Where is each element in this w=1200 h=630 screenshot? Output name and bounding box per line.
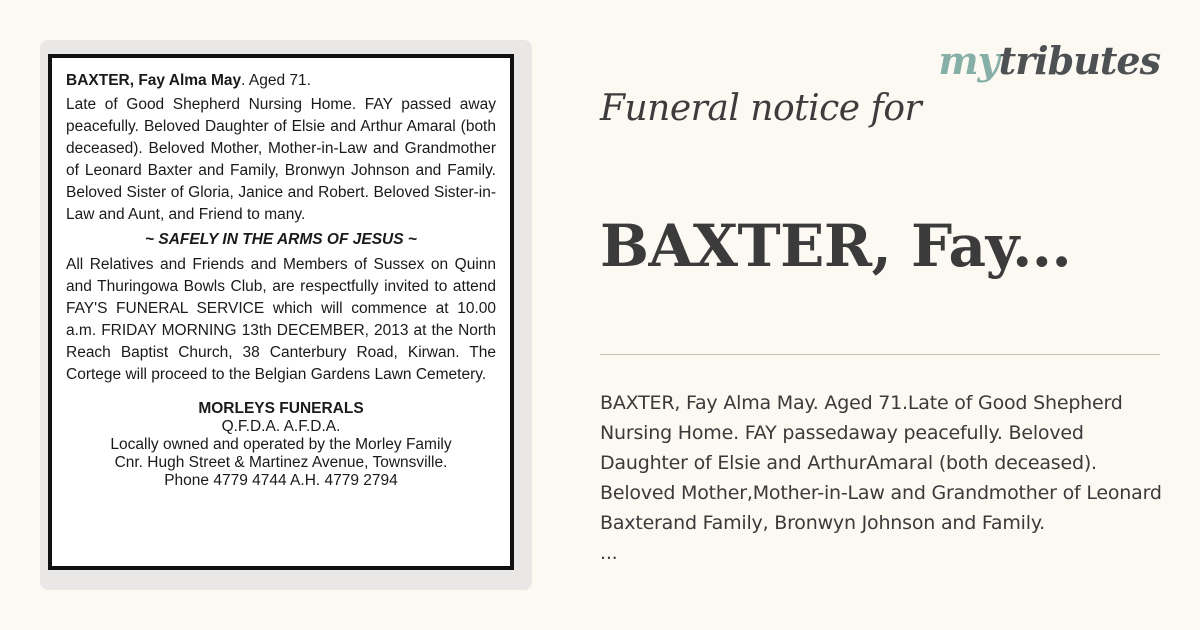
funeral-accreditation: Q.F.D.A. A.F.D.A. [221,418,341,435]
notice-funeral-director [66,400,496,490]
notice-paragraph-service: All Relatives and Friends and Members of Sussex on Quinn and Thuringowa Bowls Club, are respectfully invited to attend FAY'S FUNERAL SERVICE which will commence at 10.00 a.m. FRIDAY MORNING 13th DECEMBER, 2013 at the North Reach Baptist Church, 38 Canterbury Road, Kirwan. The Cortege will proceed to the Belgian Gardens Lawn Cemetery. [66,256,496,383]
excerpt-line: Beloved Mother,Mother-in-Law and Grandmother of Leonard [600,482,1162,504]
logo-prefix: my [938,38,999,83]
notice-excerpt [600,388,1200,578]
mytributes-logo[interactable] [938,38,1160,83]
funeral-address: Cnr. Hugh Street & Martinez Avenue, Townsville. [114,454,448,471]
divider [600,354,1160,355]
notice-image-card [40,40,532,590]
notice-motto: ~ SAFELY IN THE ARMS OF JESUS ~ [145,231,417,248]
excerpt-line: Baxterand Family, Bronwyn Johnson and Family. [600,512,1046,534]
funeral-phone: Phone 4779 4744 A.H. 4779 2794 [164,472,398,489]
excerpt-line: BAXTER, Fay Alma May. Aged 71.Late of Good Shepherd [600,392,1123,414]
excerpt-line: Nursing Home. FAY passedaway peacefully. Beloved [600,422,1084,444]
notice-header [66,70,496,92]
notice-header-age: . Aged 71. [241,72,311,89]
excerpt-ellipsis: ... [600,542,618,564]
notice-paragraph-biography: Late of Good Shepherd Nursing Home. FAY passed away peacefully. Beloved Daughter of Elsie and Arthur Amaral (both deceased). Beloved Mother, Mother-in-Law and Grandmother of Leonard Baxter and Family, Bronwyn Johnson and Family. Beloved Sister of Gloria, Janice and Robert. Beloved Sister-in-Law and Aunt, and Friend to many. [66,96,496,223]
logo-suffix: tributes [998,38,1160,83]
excerpt-line: Daughter of Elsie and ArthurAmaral (both deceased). [600,452,1097,474]
notice-header-name: BAXTER, Fay Alma May [66,72,242,89]
page-kicker: Funeral notice for [600,88,922,129]
funeral-tagline: Locally owned and operated by the Morley Family [110,436,452,453]
funeral-company-name: MORLEYS FUNERALS [198,400,364,417]
newspaper-notice [48,54,514,570]
deceased-name-title: BAXTER, Fay... [600,212,1072,280]
